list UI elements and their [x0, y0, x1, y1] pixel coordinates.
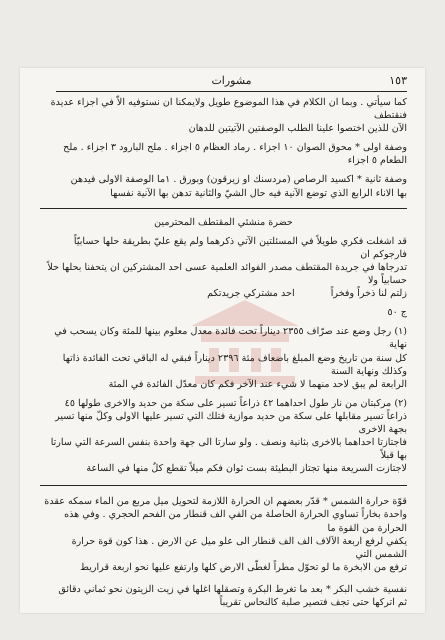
- text-line: ترفع من الابخرة ما لو تحوّل مطراً لغطّى الارض كلها وارتفع عليها نحو اربعة قراريط: [80, 561, 407, 573]
- page-number: ١٥٣: [389, 74, 407, 87]
- section-solar-heat: [40, 495, 407, 574]
- section-letter: [40, 216, 407, 301]
- text-line: ذراعاً تسير مقابلها على سكة من حديد موازية فتلك التي تسير عليها الاولى وكلّ منها تسير بجهة الاخرى: [55, 410, 407, 435]
- text-line: نفسية خشب البكر * بعد ما تغرط البكرة وتصقلها اغلها في زيت الزيتون نحو ثماني دقائق: [58, 583, 407, 595]
- section-problems: [40, 306, 407, 475]
- text-line-part: زلتم لنا ذخراً وفخراً: [330, 288, 407, 300]
- text-line: لاجتازت السريعة منها تجتاز البطيئة بست ثوان فكم ميلاً تقطع كلٌ منها في الساعة: [86, 463, 407, 475]
- letter-signature: احد مشتركي جريدتكم: [207, 288, 295, 300]
- text-line: ثم اتركها حتى تجف فتصير صلبة كالنحاس تقريباً: [219, 597, 407, 608]
- text-line: تدرجاها في جريدة المقتطف مصدر الفوائد العلمية عسى احد المشتركين ان يتحفنا بحلها حلاً حسابياً ولا: [47, 261, 407, 287]
- problem-label: ج ٥٠: [387, 307, 407, 319]
- text-line: (٢) مركبتان من نار طول احداهما ٤٢ ذراعاً تسير على سكة من حديد والاخرى طولها ٤٥: [64, 397, 407, 409]
- section-divider: [40, 485, 407, 486]
- section-wood-hardening: [40, 583, 407, 609]
- text-line: الآن للذين اختصوا علينا الطلب الوصفتين الآتيتين للدهان: [188, 123, 407, 135]
- text-line: الرابعة لم يبق لاحد منهما لا شيء عند الآخر فكم كان معدّل الفائدة في المئة: [108, 378, 407, 390]
- text-line: بها الاناء الرابع الذي توضع الآنية فيه حال الشيّ والثانية تدهن بها الآنية نفسها: [110, 187, 407, 199]
- text-line: قد اشغلت فكري طويلاً في المسئلتين الآتي ذكرهما ولم يقع عليّ بطريقة حلها حسابيّاً فارجوكم ان: [73, 235, 407, 260]
- text-line: وصفة ثانية * اكسيد الرصاص (مردسنك او زيرقون) وبورق . ١ما الوصفة الاولى فيدهن: [70, 174, 407, 186]
- article-body: [40, 96, 407, 609]
- text-line: قوّة حرارة الشمس * قدّر بعضهم ان الحرارة اللازمة لتحويل ميل مربع من الماء سمكه عقدة: [44, 496, 407, 508]
- text-line: فاجتازتا احداهما بالاخرى بثانية ونصف . ولو سارتا الى جهة واحدة بنفس السرعة التي سارتا بها قبلاً: [50, 437, 407, 462]
- running-title: مشورات: [211, 74, 252, 87]
- section-glaze-recipes: [40, 96, 407, 200]
- text-line: واحدة بخاراً تساوي الحرارة الحاصلة من الفي الف قنطار من الفحم الحجري . وفي هذه الحرارة من القوة ما: [64, 509, 407, 534]
- document-page: [20, 68, 425, 613]
- section-divider: [40, 208, 407, 209]
- text-line: الطعام ٥ اجزاء: [347, 155, 407, 167]
- text-line: (١) رجل وضع عند صرّاف ٢٣٥٥ ديناراً تحت فائدة معدل معلوم بينها للمئة وكان يسحب في نهاية: [54, 326, 407, 351]
- text-line: [40, 287, 407, 300]
- header-rule: [56, 91, 407, 92]
- letter-salutation: حضرة منشئي المقتطف المحترمين: [154, 216, 293, 228]
- text-line: كما سيأتي . وبما ان الكلام في هذا الموضوع طويل ولايمكنا ان نستوفيه الاّ في اجزاء عديدة فنقتطف: [50, 97, 407, 122]
- text-line: وصفة اولى * محوق الصوان ١٠ اجزاء . رماد العظام ٥ اجزاء . ملح البارود ٣ اجزاء . ملح: [63, 142, 407, 154]
- text-line: يكفي لرفع اربعة الآلاف الف الف قنطار الى علو ميل عن الارض . هذا كون قوة حرارة الشمس التي: [71, 535, 407, 560]
- text-line: كل سنة من تاريخ وضع المبلغ باضعاف مئة ٢٣٩٦ ديناراً فبقي له الباقي تحت الفائدة ذاتها وكذلك ونهاية السنة: [62, 352, 407, 377]
- page-header: [56, 74, 407, 90]
